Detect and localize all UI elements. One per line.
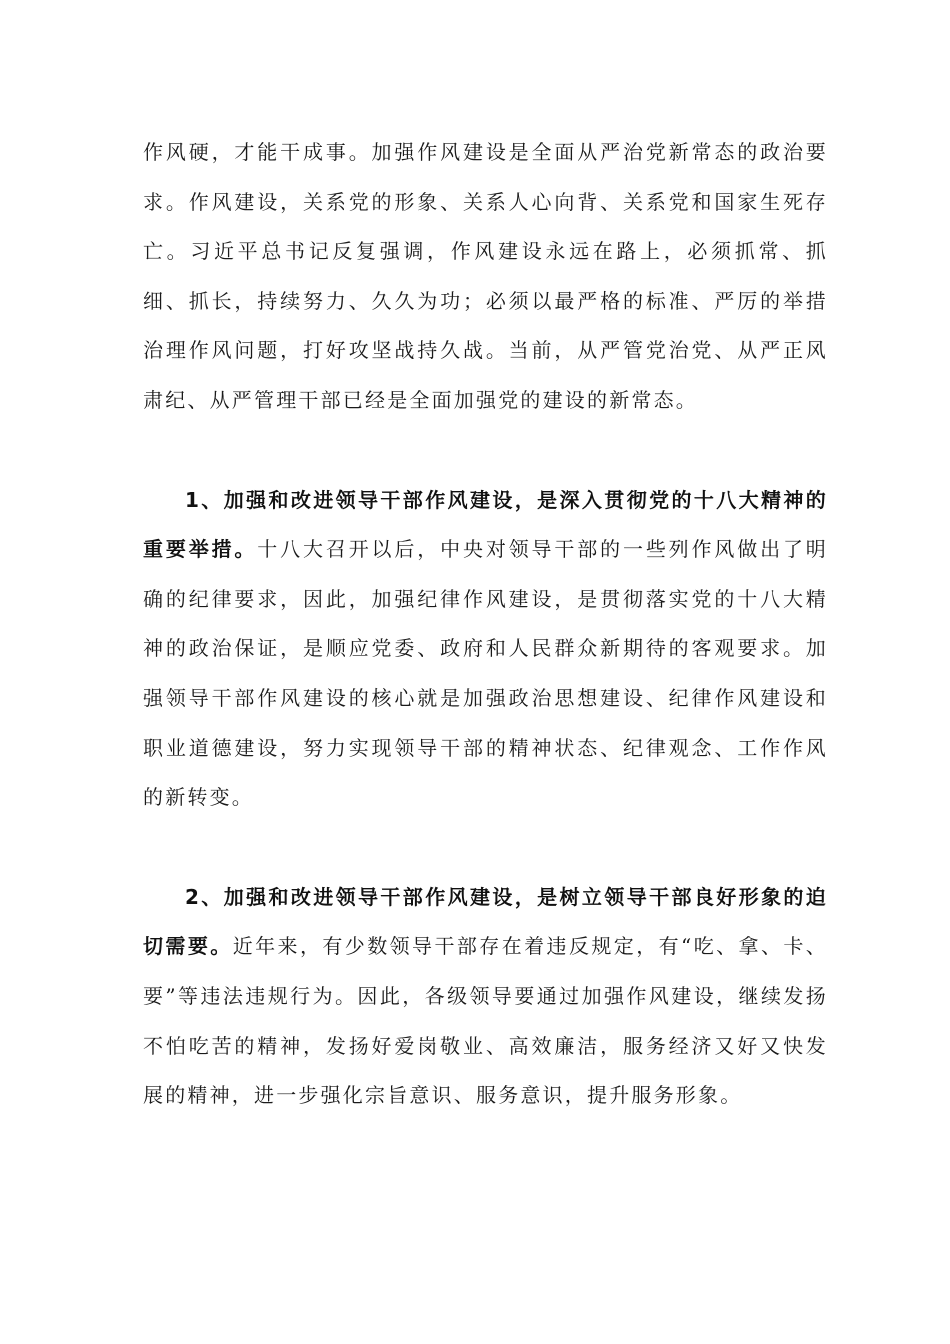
paragraph-point-2-text: 近年来，有少数领导干部存在着违反规定，有“吃、拿、卡、要”等违法违规行为。因此，各级领导要通过加强作风建设，继续发扬不怕吃苦的精神，发扬好爱岗敬业、高效廉洁，服务经济又好又快发展的精神，进一步强化宗旨意识、服务意识，提升服务形象。 (143, 934, 828, 1108)
paragraph-point-2 (143, 873, 828, 1121)
paragraph-point-1 (143, 476, 828, 823)
document-body (143, 128, 828, 1121)
paragraph-point-1-text: 十八大召开以后，中央对领导干部的一些列作风做出了明确的纪律要求，因此，加强纪律作风建设，是贯彻落实党的十八大精神的政治保证，是顺应党委、政府和人民群众新期待的客观要求。加强领导干部作风建设的核心就是加强政治思想建设、纪律作风建设和职业道德建设，努力实现领导干部的精神状态、纪律观念、工作作风的新转变。 (143, 537, 829, 810)
paragraph-intro (143, 128, 828, 426)
paragraph-intro-text: 作风硬，才能干成事。加强作风建设是全面从严治党新常态的政治要求。作风建设，关系党的形象、关系人心向背、关系党和国家生死存亡。习近平总书记反复强调，作风建设永远在路上，必须抓常、抓细、抓长，持续努力、久久为功；必须以最严格的标准、严厉的举措治理作风问题，打好攻坚战持久战。当前，从严管党治党、从严正风肃纪、从严管理干部已经是全面加强党的建设的新常态。 (143, 140, 828, 412)
paragraph-point-2-heading: 2、加强和改进领导干部作风建设，是树立领导干部良好形象的迫切需要。 (143, 884, 828, 959)
paragraph-point-1-heading: 1、加强和改进领导干部作风建设，是深入贯彻党的十八大精神的重要举措。 (143, 487, 828, 562)
